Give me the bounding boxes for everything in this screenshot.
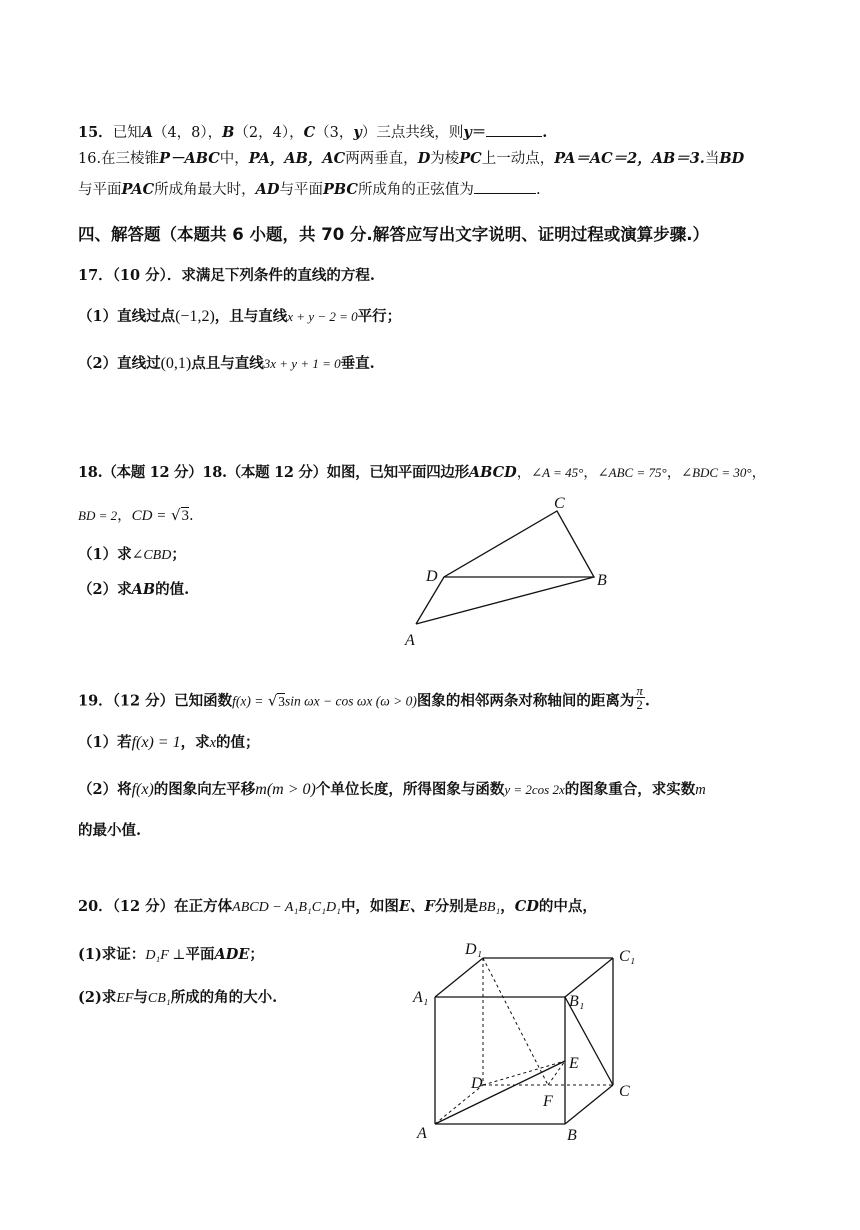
question-20-part-1	[78, 945, 264, 966]
q20-ef: E、F	[398, 898, 435, 915]
q15-end: .	[542, 124, 548, 141]
q15-number: 15．	[78, 124, 113, 141]
q20-p2-ef: EF	[116, 991, 134, 1006]
q16-point-d: D	[417, 150, 431, 167]
q16-edges: PA，AB，AC	[248, 150, 346, 167]
q18-p1-angle: ∠CBD	[131, 548, 172, 563]
q19-p2-y: y = 2cos 2x	[504, 782, 565, 797]
q20-p1-text-c: 平面	[185, 946, 215, 963]
q15-point-c: C	[303, 124, 316, 141]
q18-head-text: 18.（本题 12 分）18.（本题 12 分）如图，已知平面四边形	[78, 464, 469, 481]
q18-sqrt-sign: √	[170, 506, 181, 524]
q15-answer-blank	[486, 121, 542, 137]
q15-text-2: ）三点共线，则	[361, 125, 464, 141]
q18-p2-end: 的值.	[155, 581, 190, 598]
q18-cd-label: CD =	[131, 508, 167, 524]
q16-text-g: 为棱	[430, 151, 460, 167]
q19-p2-text-c: 个单位长度，所得图象与函数	[315, 781, 505, 798]
q20-p1-expr: D₁F ⊥	[145, 948, 186, 963]
q18-p2-ab: AB	[131, 581, 156, 598]
q20-p1-ade: ADE	[214, 946, 250, 963]
q18-sep-3: ，	[751, 465, 767, 481]
q17-p1-point: (−1,2)	[175, 308, 215, 325]
q15-a-coord: （4，8），	[152, 125, 223, 141]
cube-edge-b1c1	[565, 958, 613, 997]
q16-bd: BD	[719, 150, 745, 167]
question-20-head	[78, 897, 597, 918]
q17-p2-equation: 3x + y + 1 = 0	[263, 356, 341, 371]
q19-frac-num: π	[636, 683, 643, 698]
q19-end: .	[644, 692, 650, 710]
quad-label-a: A	[405, 632, 415, 649]
q19-head-text: 19．（12 分）已知函数	[78, 692, 233, 710]
question-19-part-1	[78, 733, 260, 753]
question-17-part-2	[78, 354, 375, 374]
q19-p1-text-a: （1）若	[78, 734, 132, 751]
question-18-head	[78, 463, 766, 483]
q18-end: .	[189, 508, 194, 524]
q20-cube: ABCD − A₁B₁C₁D₁	[232, 900, 341, 915]
cube-label-c: C	[619, 1083, 630, 1100]
q15-text-1: 已知	[112, 125, 142, 141]
q16-end: .	[535, 182, 541, 198]
section-4-heading: 四、解答题（本题共 6 小题，共 70 分.解答应写出文字说明、证明过程或演算步骤.）	[78, 225, 709, 244]
q18-sep-4: ，	[117, 508, 132, 524]
q18-cd-radicand: 3	[181, 508, 189, 524]
q15-point-a: A	[141, 124, 153, 141]
q16-edge-pc: PC	[459, 150, 482, 167]
q19-mid-text: 图象的相邻两条对称轴间的距离为	[416, 692, 635, 710]
q20-p1-end: ；	[249, 946, 264, 963]
q18-angle-a: ∠A = 45°	[531, 465, 584, 480]
q17-p2-point: (0,1)	[160, 355, 192, 372]
q19-p2-var-m: m	[695, 782, 706, 798]
q19-radicand: 3	[278, 693, 285, 709]
q16-text-2g: 所成角的正弦值为	[357, 182, 474, 198]
q16-pyramid: P－ABC	[159, 150, 220, 167]
quad-label-d: D	[426, 568, 438, 585]
quad-outline	[416, 511, 594, 624]
q19-p2-text-d: 的图象重合，求实数	[564, 781, 696, 798]
q16-text-a: 16.在三棱锥	[78, 151, 160, 167]
q19-fx: f(x) =	[232, 693, 264, 709]
q19-p2-text-b: 的图象向左平移	[153, 781, 256, 798]
q16-text-k: 当	[704, 151, 720, 167]
q19-p1-eq: f(x) = 1	[131, 734, 181, 751]
q18-sep-2: ，	[666, 465, 682, 481]
q20-end: 的中点，	[538, 898, 597, 915]
quad-side-ab	[416, 577, 594, 624]
q19-expression: sin ωx − cos ωx (ω > 0)	[284, 693, 417, 709]
q15-c-coord: （3，	[315, 125, 354, 141]
question-18-part-2	[78, 580, 189, 600]
q20-p2-cb1: CB₁	[147, 991, 171, 1006]
question-16-line-1	[78, 149, 744, 169]
q17-p1-text-b: ，且与直线	[214, 308, 288, 325]
question-17-part-1	[78, 307, 401, 327]
cube-label-a1: A₁	[413, 989, 429, 1006]
q20-p2-text-e: 所成的角的大小.	[170, 989, 278, 1006]
cube-figure	[405, 930, 655, 1150]
q17-p2-text-b: 点且与直线	[191, 355, 264, 372]
q16-text-e: 两两垂直，	[345, 151, 418, 167]
q16-plane-pac: PAC	[121, 181, 155, 198]
q20-p2-text-c: 与	[133, 989, 148, 1006]
question-18-part-1	[78, 545, 186, 566]
question-19-part-2-cont: 的最小值.	[78, 822, 142, 839]
q15-equals: ＝	[471, 124, 487, 141]
q18-quad: ABCD	[468, 464, 517, 481]
cube-label-d: D	[471, 1075, 483, 1092]
q17-p1-text-a: （1）直线过点	[78, 308, 176, 325]
q16-lengths: PA＝AC＝2，AB＝3.	[554, 150, 705, 167]
q20-cd: CD	[514, 898, 539, 915]
q20-p1-text-a: (1)求证：	[78, 946, 146, 963]
q17-p1-text-c: 平行；	[357, 308, 402, 325]
q18-angle-bdc: ∠BDC = 30°	[681, 465, 752, 480]
q15-var-y2: y	[463, 124, 472, 141]
q18-sep-1: ，	[583, 465, 598, 481]
cube-label-d1: D₁	[465, 941, 483, 958]
q20-bb1: BB₁	[478, 900, 501, 915]
q16-plane-pbc: PBC	[322, 181, 358, 198]
quad-label-c: C	[554, 495, 565, 512]
question-16-line-2	[78, 178, 541, 200]
cube-segment-d1f	[483, 958, 548, 1085]
q19-p2-text-a: （2）将	[78, 781, 132, 798]
q20-mid2-text: 分别是	[434, 898, 479, 915]
question-20-part-2	[78, 988, 277, 1009]
q17-p2-text-a: （2）直线过	[78, 355, 161, 372]
question-18-given	[78, 505, 194, 526]
cube-label-f: F	[543, 1093, 553, 1110]
cube-label-b1: B₁	[569, 993, 585, 1010]
q17-p2-text-c: 垂直.	[340, 355, 375, 372]
cube-edge-bc	[565, 1085, 613, 1124]
q19-p1-text-c: 的值；	[216, 734, 260, 751]
q20-head-text: 20．（12 分）在正方体	[78, 898, 233, 915]
q16-text-i: 上一动点，	[481, 151, 555, 167]
q20-comma: ，	[500, 898, 515, 915]
q19-frac-den: 2	[636, 697, 643, 712]
question-19-part-2	[78, 780, 706, 800]
question-19-head	[78, 683, 650, 715]
q19-p1-x: x	[209, 735, 217, 751]
quadrilateral-figure	[400, 490, 620, 650]
q15-point-b: B	[222, 124, 235, 141]
q16-answer-blank	[474, 178, 536, 194]
cube-label-a: A	[417, 1125, 427, 1142]
q16-text-2e: 与平面	[279, 182, 323, 198]
q18-comma: ，	[516, 465, 532, 481]
question-17-head: 17．（10 分）．求满足下列条件的直线的方程.	[78, 267, 375, 284]
q20-p2-text-a: (2)求	[78, 989, 117, 1006]
q19-p2-fx: f(x)	[131, 781, 154, 798]
q16-text-c: 中，	[219, 151, 249, 167]
quad-label-b: B	[597, 572, 607, 589]
cube-label-b: B	[567, 1127, 577, 1144]
cube-label-c1: C₁	[619, 948, 636, 965]
q19-p1-text-b: ，求	[180, 734, 210, 751]
cube-label-e: E	[569, 1055, 579, 1072]
q16-text-2c: 所成角最大时，	[154, 182, 256, 198]
q17-p1-equation: x + y − 2 = 0	[287, 309, 358, 324]
q18-p1-end: ；	[171, 546, 186, 563]
q18-angle-abc: ∠ABC = 75°	[597, 465, 667, 480]
q15-var-y: y	[353, 124, 362, 141]
q15-b-coord: （2，4），	[234, 125, 304, 141]
cube-edge-a1d1	[435, 958, 483, 997]
q18-p2-text: （2）求	[78, 581, 132, 598]
q19-fraction	[634, 684, 645, 711]
q19-p2-m: m(m > 0)	[255, 781, 316, 798]
q16-ad: AD	[255, 181, 280, 198]
question-15	[78, 121, 547, 143]
q16-text-2a: 与平面	[78, 182, 122, 198]
q18-bd: BD = 2	[78, 508, 118, 523]
q20-mid-text: 中，如图	[340, 898, 399, 915]
q18-p1-text: （1）求	[78, 546, 132, 563]
q19-sqrt-sign: √	[267, 693, 278, 710]
